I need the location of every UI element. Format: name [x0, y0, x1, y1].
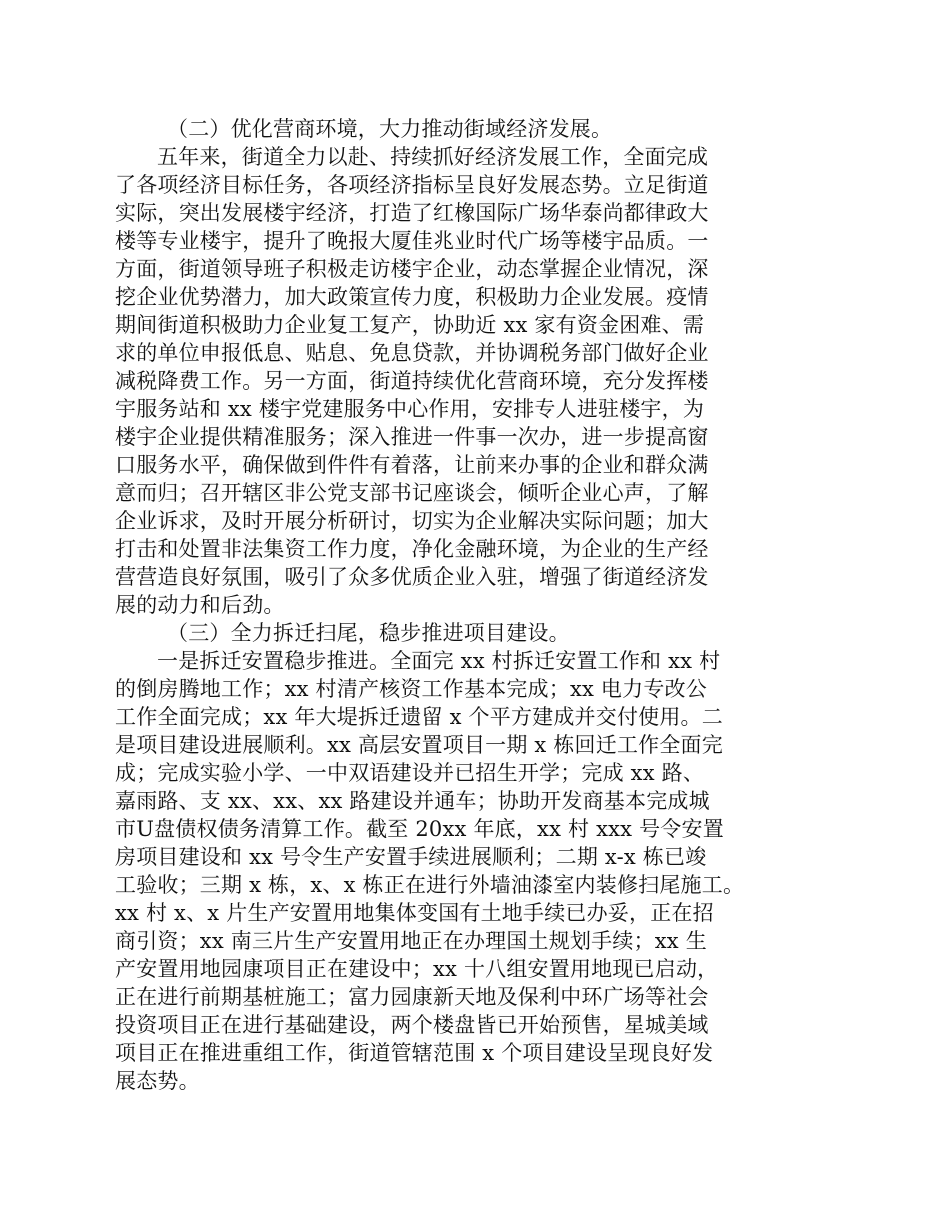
paragraph-line: 方面，街道领导班子积极走访楼宇企业，动态掌握企业情况，深 — [115, 257, 709, 281]
paragraph-line: 正在进行前期基桩施工；富力园康新天地及保利中环广场等社会 — [115, 985, 709, 1009]
paragraph-line: 成；完成实验小学、一中双语建设并已招生开学；完成 xx 路、 — [115, 761, 705, 785]
paragraph-line: 展的动力和后劲。 — [115, 593, 285, 617]
paragraph-line: xx 村 x、x 片生产安置用地集体变国有土地手续已办妥，正在招 — [115, 901, 714, 925]
paragraph-line: 工作全面完成；xx 年大堤拆迁遗留 x 个平方建成并交付使用。二 — [115, 705, 723, 729]
paragraph-line: 意而归；召开辖区非公党支部书记座谈会，倾听企业心声，了解 — [115, 481, 709, 505]
paragraph-line: 嘉雨路、支 xx、xx、xx 路建设并通车；协助开发商基本完成城 — [115, 789, 710, 813]
paragraph-line: 房项目建设和 xx 号令生产安置手续进展顺利；二期 x-x 栋已竣 — [115, 845, 707, 869]
paragraph-line: 产安置用地园康项目正在建设中；xx 十八组安置用地现已启动， — [115, 957, 719, 981]
paragraph-line: 五年来，街道全力以赴、持续抓好经济发展工作，全面完成 — [157, 145, 709, 169]
paragraph-line: 口服务水平，确保做到件件有着落，让前来办事的企业和群众满 — [115, 453, 709, 477]
paragraph-line: 项目正在推进重组工作，街道管辖范围 x 个项目建设呈现良好发 — [115, 1041, 714, 1065]
paragraph-line: 减税降费工作。另一方面，街道持续优化营商环境，充分发挥楼 — [115, 369, 709, 393]
paragraph-line: 营营造良好氛围，吸引了众多优质企业入驻，增强了街道经济发 — [115, 565, 709, 589]
paragraph-line: 宇服务站和 xx 楼宇党建服务中心作用，安排专人进驻楼宇，为 — [115, 397, 705, 421]
paragraph-line: 打击和处置非法集资工作力度，净化金融环境，为企业的生产经 — [115, 537, 709, 561]
paragraph-line: 展态势。 — [115, 1069, 200, 1093]
paragraph-line: 实际，突出发展楼宇经济，打造了红橡国际广场华泰尚都律政大 — [115, 201, 709, 225]
paragraph-line: 挖企业优势潜力，加大政策宣传力度，积极助力企业发展。疫情 — [115, 285, 709, 309]
paragraph-line: 楼等专业楼宇，提升了晚报大厦佳兆业时代广场等楼宇品质。一 — [115, 229, 709, 253]
heading-section-3: （三）全力拆迁扫尾，稳步推进项目建设。 — [167, 621, 570, 645]
paragraph-line: 的倒房腾地工作；xx 村清产核资工作基本完成；xx 电力专改公 — [115, 677, 707, 701]
paragraph-line: 求的单位申报低息、贴息、免息贷款，并协调税务部门做好企业 — [115, 341, 709, 365]
heading-section-2: （二）优化营商环境，大力推动街域经济发展。 — [167, 117, 613, 141]
paragraph-line: 了各项经济目标任务，各项经济指标呈良好发展态势。立足街道 — [115, 173, 709, 197]
paragraph-line: 期间街道积极助力企业复工复产，协助近 xx 家有资金困难、需 — [115, 313, 705, 337]
paragraph-line: 投资项目正在进行基础建设，两个楼盘皆已开始预售，星城美域 — [115, 1013, 709, 1037]
paragraph-line: 楼宇企业提供精准服务；深入推进一件事一次办，进一步提高窗 — [115, 425, 709, 449]
paragraph-line: 一是拆迁安置稳步推进。全面完 xx 村拆迁安置工作和 xx 村 — [157, 649, 721, 673]
paragraph-line: 商引资；xx 南三片生产安置用地正在办理国土规划手续；xx 生 — [115, 929, 707, 953]
paragraph-line: 工验收；三期 x 栋，x、x 栋正在进行外墙油漆室内装修扫尾施工。 — [115, 873, 745, 897]
paragraph-line: 企业诉求，及时开展分析研讨，切实为企业解决实际问题；加大 — [115, 509, 709, 533]
paragraph-line: 市U盘债权债务清算工作。截至 20xx 年底，xx 村 xxx 号令安置 — [115, 817, 724, 841]
paragraph-line: 是项目建设进展顺利。xx 高层安置项目一期 x 栋回迁工作全面完 — [115, 733, 723, 757]
